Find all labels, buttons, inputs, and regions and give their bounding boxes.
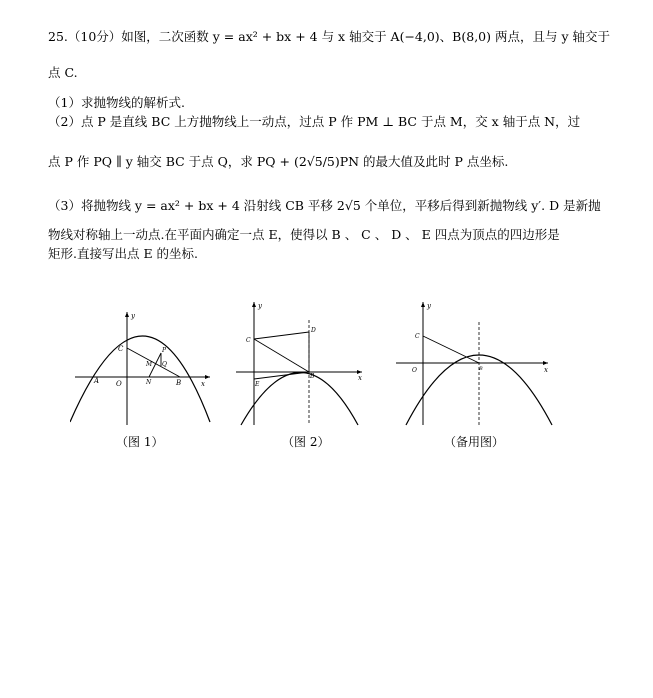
figure-backup-caption: （备用图） xyxy=(444,435,505,449)
segment-cb xyxy=(254,339,309,372)
label-o: O xyxy=(412,367,417,374)
label-c: C xyxy=(118,345,124,353)
problem-part-3-line-1: （3）将抛物线 y = ax² + bx + 4 沿射线 CB 平移 2√5 个单位，平移后得到新抛物线 y′. D 是新抛 xyxy=(48,198,601,213)
label-p: P xyxy=(162,347,167,354)
problem-part-3-line-3: 矩形.直接写出点 E 的坐标. xyxy=(48,246,199,261)
y-axis-arrow xyxy=(421,302,425,307)
label-b: B xyxy=(176,379,182,387)
line-cb xyxy=(423,336,479,363)
problem-part-2-line-1: （2）点 P 是直线 BC 上方抛物线上一动点，过点 P 作 PM ⊥ BC 于点 M，交 x 轴于点 N，过 xyxy=(48,114,581,129)
label-n: N xyxy=(146,379,152,386)
figure-2-caption: （图 2） xyxy=(282,435,330,449)
label-y: y xyxy=(427,302,431,310)
label-c: C xyxy=(246,337,251,344)
problem-part-1: （1）求抛物线的解析式. xyxy=(48,95,185,110)
y-axis-arrow xyxy=(252,302,256,307)
figure-1 xyxy=(70,300,215,428)
parabola xyxy=(70,336,210,422)
y-axis-arrow xyxy=(125,312,129,317)
label-c: C xyxy=(415,333,420,340)
label-e: E xyxy=(255,381,260,388)
figure-2 xyxy=(236,300,366,428)
label-q: Q xyxy=(162,361,167,368)
figure-1-caption: （图 1） xyxy=(116,435,164,449)
figure-backup xyxy=(394,300,554,428)
label-d: D xyxy=(311,327,316,334)
label-b: B xyxy=(310,373,315,380)
label-a: A xyxy=(94,377,100,385)
label-x: x xyxy=(201,380,205,388)
problem-line-1: 25.（10分）如图，二次函数 y = ax² + bx + 4 与 x 轴交于 A(−4,0)、B(8,0) 两点，且与 y 轴交于 xyxy=(48,29,610,44)
problem-part-2-line-2: 点 P 作 PQ ∥ y 轴交 BC 于点 Q，求 PQ + (2√5/5)PN 的最大值及此时 P 点坐标. xyxy=(48,154,509,169)
problem-line-2: 点 C. xyxy=(48,65,78,80)
x-axis-arrow xyxy=(543,361,548,365)
label-o: O xyxy=(116,380,122,388)
x-axis-arrow xyxy=(205,375,210,379)
label-x: x xyxy=(544,366,548,374)
label-b: B xyxy=(479,366,483,372)
segment-cd xyxy=(254,332,309,339)
label-y: y xyxy=(131,312,135,320)
problem-part-3-line-2: 物线对称轴上一动点.在平面内确定一点 E，使得以 B 、 C 、 D 、 E 四点为顶点的四边形是 xyxy=(48,227,560,242)
label-x: x xyxy=(358,374,362,382)
label-m: M xyxy=(146,361,153,368)
label-y: y xyxy=(258,302,262,310)
